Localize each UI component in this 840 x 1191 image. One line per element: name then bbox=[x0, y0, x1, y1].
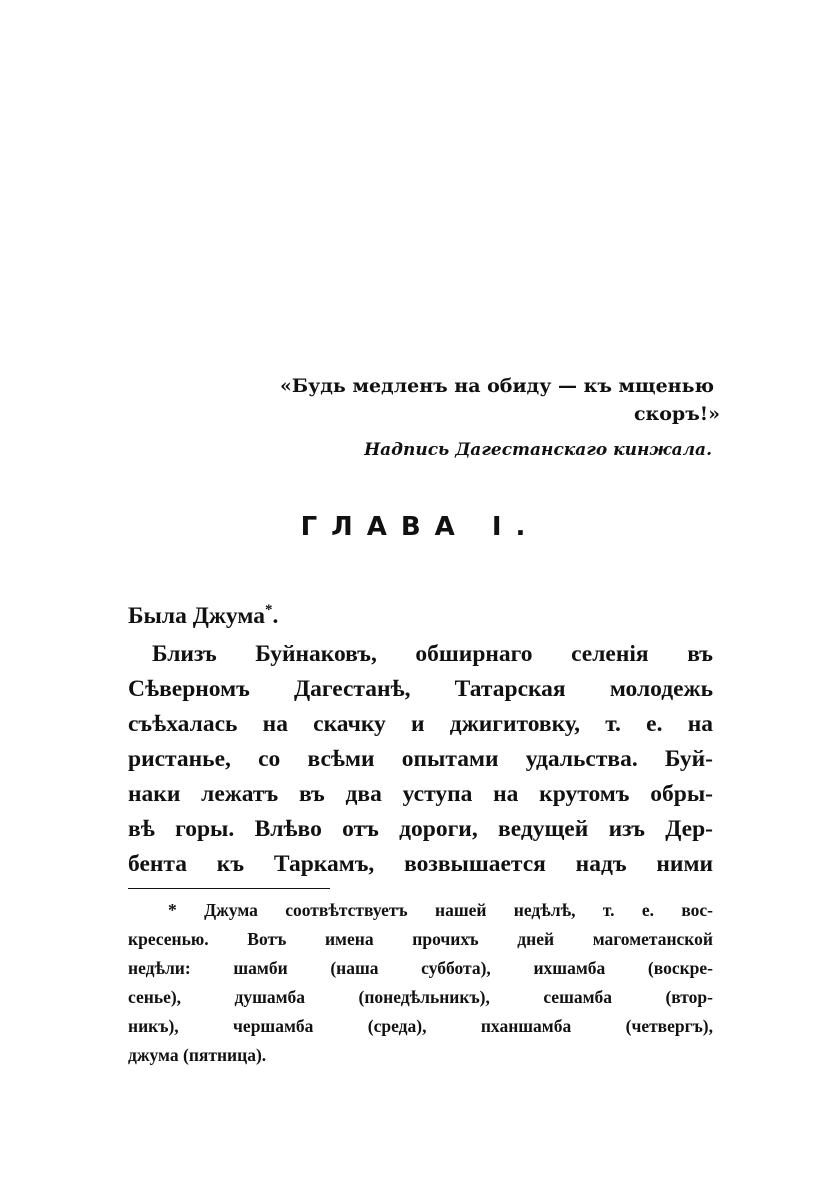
footnote-line: джума (пятница). bbox=[128, 1045, 267, 1065]
epigraph-line-1: «Будь медленъ на обиду — къ мщенью bbox=[280, 375, 714, 397]
epigraph-attribution: Надпись Дагестанскаго кинжала. bbox=[364, 440, 712, 460]
body-line: съѣхалась на скачку и джигитовку, т. е. на bbox=[128, 711, 713, 737]
footnote-line: никъ), чершамба (среда), пханшамба (четвергъ), bbox=[128, 1016, 713, 1036]
body-line: Близъ Буйнаковъ, обширнаго селенія въ bbox=[152, 641, 713, 667]
body-line: ристанье, со всѣми опытами удальства. Буй- bbox=[128, 746, 713, 772]
body-opening-line bbox=[128, 603, 713, 630]
epigraph bbox=[280, 372, 720, 428]
body-line: Сѣверномъ Дагестанѣ, Татарская молодежь bbox=[128, 676, 713, 702]
footnote-line: сенье), душамба (понедѣльникъ), сешамба (втор- bbox=[128, 987, 713, 1007]
footnote-marker: * bbox=[264, 602, 273, 619]
body-line: наки лежатъ въ два уступа на крутомъ обры- bbox=[128, 781, 713, 807]
body-line: бента къ Таркамъ, возвышается надъ ними bbox=[128, 851, 713, 877]
body-opening-text: Была Джума bbox=[128, 603, 265, 629]
footnote-divider bbox=[128, 888, 330, 889]
epigraph-line-2: скоръ!» bbox=[633, 403, 720, 425]
footnote-line: * Джума соотвѣтствуетъ нашей недѣлѣ, т. е. вос- bbox=[168, 900, 713, 920]
footnote-line: кресенью. Вотъ имена прочихъ дней магометанской bbox=[128, 929, 713, 949]
body-line: вѣ горы. Влѣво отъ дороги, ведущей изъ Дер- bbox=[128, 816, 713, 842]
chapter-title: ГЛАВА I. bbox=[300, 512, 540, 542]
footnote-line: недѣли: шамби (наша суббота), ихшамба (воскре- bbox=[128, 958, 713, 978]
body-opening-end: . bbox=[272, 603, 279, 629]
